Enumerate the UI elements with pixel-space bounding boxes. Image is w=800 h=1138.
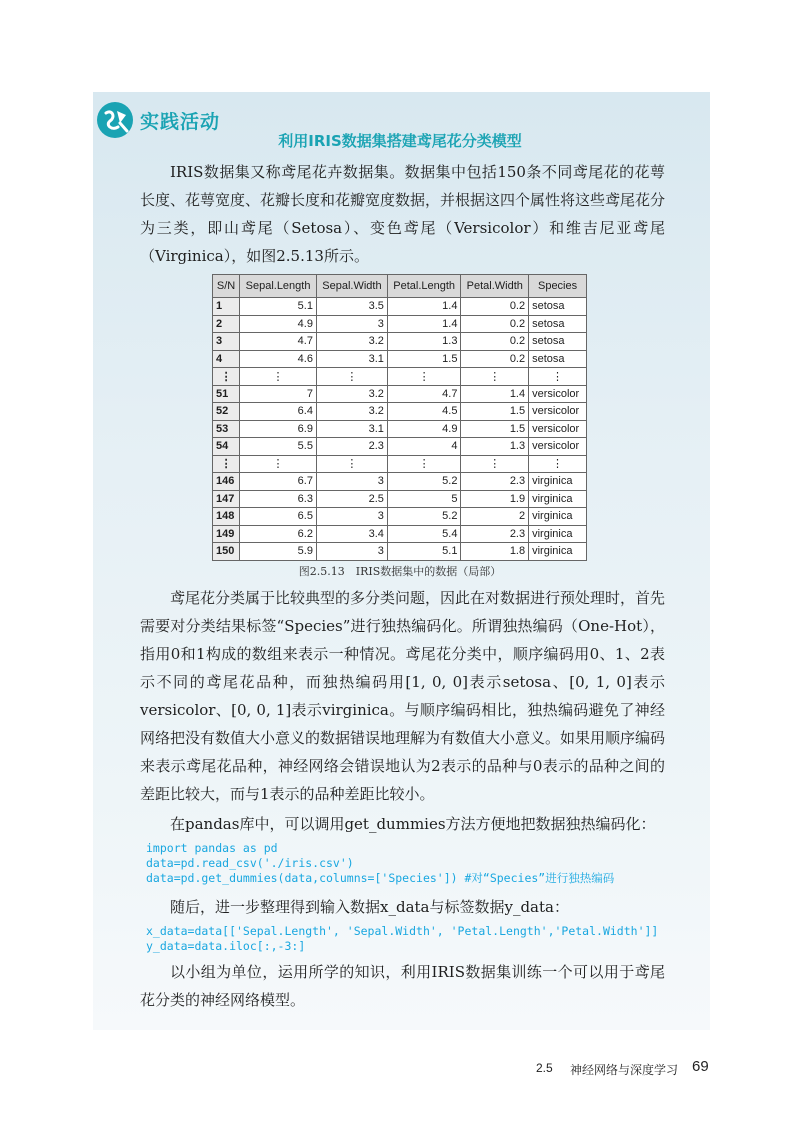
table-cell: 6.3 bbox=[240, 490, 317, 508]
table-cell: 1.4 bbox=[387, 298, 461, 316]
one-hot-paragraph: 鸢尾花分类属于比较典型的多分类问题，因此在对数据进行预处理时，首先需要对分类结果标签“Species”进行独热编码化。所谓独热编码（One-Hot），指用0和1构成的数组来表示一种情况。鸢尾花分类中，顺序编码用0、1、2表示不同的鸢尾花品种，而独热编码用[1, 0, 0]表示setosa、[0, 1, 0]表示versicolor、[0, 0, 1]表示virginica。与顺序编码相比，独热编码避免了神经网络把没有数值大小意义的数据错误地理解为有数值大小意义。如果用顺序编码来表示鸢尾花品种，神经网络会错误地认为2表示的品种与0表示的品种之间的差距比较大，而与1表示的品种差距比较小。 bbox=[140, 589, 666, 803]
table-row bbox=[213, 490, 587, 508]
col-header-species: Species bbox=[529, 275, 587, 298]
table-cell: 6.7 bbox=[240, 473, 317, 491]
table-cell: ⋮ bbox=[387, 455, 461, 473]
table-cell: 1.5 bbox=[387, 350, 461, 368]
table-cell: 3.1 bbox=[316, 420, 387, 438]
table-cell: 2.3 bbox=[461, 525, 529, 543]
footer-section-number: 2.5 bbox=[536, 1061, 553, 1075]
table-cell: 1.3 bbox=[461, 438, 529, 456]
table-cell: 51 bbox=[213, 385, 240, 403]
table-cell: 4 bbox=[213, 350, 240, 368]
table-cell: 3.4 bbox=[316, 525, 387, 543]
table-cell: 150 bbox=[213, 543, 240, 561]
col-header-petal-length: Petal.Length bbox=[387, 275, 461, 298]
table-cell: 4 bbox=[387, 438, 461, 456]
table-cell: 3.1 bbox=[316, 350, 387, 368]
table-cell: 5.1 bbox=[387, 543, 461, 561]
table-cell: 4.7 bbox=[240, 333, 317, 351]
table-header-row bbox=[213, 275, 587, 298]
page-number: 69 bbox=[692, 1058, 709, 1075]
table-cell: 149 bbox=[213, 525, 240, 543]
table-cell: versicolor bbox=[529, 385, 587, 403]
table-cell: versicolor bbox=[529, 438, 587, 456]
table-row bbox=[213, 333, 587, 351]
table-cell: 2.3 bbox=[316, 438, 387, 456]
table-cell: 3.2 bbox=[316, 333, 387, 351]
table-ellipsis-row bbox=[213, 455, 587, 473]
table-row bbox=[213, 473, 587, 491]
tidy-paragraph: 随后，进一步整理得到输入数据x_data与标签数据y_data： bbox=[170, 898, 569, 916]
table-cell: 1.4 bbox=[461, 385, 529, 403]
table-cell: 5.2 bbox=[387, 473, 461, 491]
table-cell: 6.4 bbox=[240, 403, 317, 421]
table-cell: ⋮ bbox=[387, 368, 461, 386]
table-cell: versicolor bbox=[529, 403, 587, 421]
table-cell: 3 bbox=[316, 543, 387, 561]
table-cell: 52 bbox=[213, 403, 240, 421]
activity-title: 利用IRIS数据集搭建鸢尾花分类模型 bbox=[278, 132, 522, 150]
table-row bbox=[213, 420, 587, 438]
table-cell: 54 bbox=[213, 438, 240, 456]
table-cell: 3.2 bbox=[316, 403, 387, 421]
table-cell: 3 bbox=[316, 508, 387, 526]
table-row bbox=[213, 543, 587, 561]
table-cell: 4.6 bbox=[240, 350, 317, 368]
table-cell: virginica bbox=[529, 490, 587, 508]
table-cell: ⋮ bbox=[529, 455, 587, 473]
table-cell: ⋮ bbox=[461, 455, 529, 473]
table-cell: 2 bbox=[461, 508, 529, 526]
table-cell: 3.5 bbox=[316, 298, 387, 316]
table-cell: 2 bbox=[213, 315, 240, 333]
table-cell: 4.9 bbox=[387, 420, 461, 438]
task-paragraph: 以小组为单位，运用所学的知识，利用IRIS数据集训练一个可以用于鸢尾花分类的神经网络模型。 bbox=[140, 963, 665, 1009]
table-cell: 6.2 bbox=[240, 525, 317, 543]
iris-data-table bbox=[212, 274, 587, 561]
table-cell: 1.3 bbox=[387, 333, 461, 351]
table-row bbox=[213, 350, 587, 368]
table-cell: 4.7 bbox=[387, 385, 461, 403]
table-cell: 53 bbox=[213, 420, 240, 438]
table-cell: 7 bbox=[240, 385, 317, 403]
table-cell: setosa bbox=[529, 333, 587, 351]
table-cell: ⋮ bbox=[240, 455, 317, 473]
table-cell: 6.5 bbox=[240, 508, 317, 526]
table-cell: setosa bbox=[529, 315, 587, 333]
table-cell: 5.4 bbox=[387, 525, 461, 543]
table-row bbox=[213, 525, 587, 543]
table-body bbox=[213, 298, 587, 561]
table-cell: ⋮ bbox=[213, 455, 240, 473]
table-cell: 5.9 bbox=[240, 543, 317, 561]
table-cell: 147 bbox=[213, 490, 240, 508]
section-title: 实践活动 bbox=[140, 110, 221, 133]
table-cell: 5.5 bbox=[240, 438, 317, 456]
pandas-paragraph: 在pandas库中，可以调用get_dummies方法方便地把数据独热编码化： bbox=[170, 815, 656, 833]
table-cell: 2.5 bbox=[316, 490, 387, 508]
table-row bbox=[213, 315, 587, 333]
table-row bbox=[213, 385, 587, 403]
table-cell: virginica bbox=[529, 508, 587, 526]
table-cell: 5.1 bbox=[240, 298, 317, 316]
table-cell: 4.5 bbox=[387, 403, 461, 421]
table-cell: ⋮ bbox=[316, 455, 387, 473]
table-cell: 0.2 bbox=[461, 315, 529, 333]
col-header-petal-width: Petal.Width bbox=[461, 275, 529, 298]
code-block-read-data: import pandas as pd data=pd.read_csv('./iris.csv') data=pd.get_dummies(data,columns=['Species']) #对“Species”进行独热编码 bbox=[146, 841, 615, 885]
table-cell: 5 bbox=[387, 490, 461, 508]
table-cell: 146 bbox=[213, 473, 240, 491]
table-cell: 1.5 bbox=[461, 420, 529, 438]
col-header-sepal-length: Sepal.Length bbox=[240, 275, 317, 298]
table-cell: 0.2 bbox=[461, 333, 529, 351]
table-cell: virginica bbox=[529, 543, 587, 561]
table-cell: setosa bbox=[529, 350, 587, 368]
table-cell: ⋮ bbox=[213, 368, 240, 386]
table-cell: 5.2 bbox=[387, 508, 461, 526]
table-cell: 0.2 bbox=[461, 350, 529, 368]
table-cell: 1.5 bbox=[461, 403, 529, 421]
table-cell: 3 bbox=[316, 473, 387, 491]
table-cell: 1.8 bbox=[461, 543, 529, 561]
table-cell: 1 bbox=[213, 298, 240, 316]
table-cell: ⋮ bbox=[316, 368, 387, 386]
table-cell: 3 bbox=[213, 333, 240, 351]
table-cell: 3 bbox=[316, 315, 387, 333]
table-row bbox=[213, 298, 587, 316]
table-cell: versicolor bbox=[529, 420, 587, 438]
table-cell: virginica bbox=[529, 473, 587, 491]
intro-paragraph: IRIS数据集又称鸢尾花卉数据集。数据集中包括150条不同鸢尾花的花萼长度、花萼宽度、花瓣长度和花瓣宽度数据，并根据这四个属性将这些鸢尾花分为三类，即山鸢尾（Setosa）、变色鸢尾（Versicolor）和维吉尼亚鸢尾（Virginica），如图2.5.13所示。 bbox=[140, 163, 666, 265]
table-cell: 2.3 bbox=[461, 473, 529, 491]
col-header-sn: S/N bbox=[213, 275, 240, 298]
table-ellipsis-row bbox=[213, 368, 587, 386]
table-cell: 148 bbox=[213, 508, 240, 526]
table-cell: 4.9 bbox=[240, 315, 317, 333]
col-header-sepal-width: Sepal.Width bbox=[316, 275, 387, 298]
table-cell: 1.9 bbox=[461, 490, 529, 508]
table-row bbox=[213, 508, 587, 526]
table-cell: 0.2 bbox=[461, 298, 529, 316]
table-row bbox=[213, 403, 587, 421]
table-cell: 6.9 bbox=[240, 420, 317, 438]
table-row bbox=[213, 438, 587, 456]
table-cell: 3.2 bbox=[316, 385, 387, 403]
figure-caption: 图2.5.13 IRIS数据集中的数据（局部） bbox=[298, 565, 502, 578]
table-cell: 1.4 bbox=[387, 315, 461, 333]
table-cell: virginica bbox=[529, 525, 587, 543]
code-block-xy-data: x_data=data[['Sepal.Length', 'Sepal.Width', 'Petal.Length','Petal.Width']] y_data=data.iloc[:,-3:] bbox=[146, 924, 659, 953]
table-cell: ⋮ bbox=[529, 368, 587, 386]
table-cell: ⋮ bbox=[240, 368, 317, 386]
footer-section-title: 神经网络与深度学习 bbox=[570, 1063, 679, 1077]
table-cell: ⋮ bbox=[461, 368, 529, 386]
table-cell: setosa bbox=[529, 298, 587, 316]
